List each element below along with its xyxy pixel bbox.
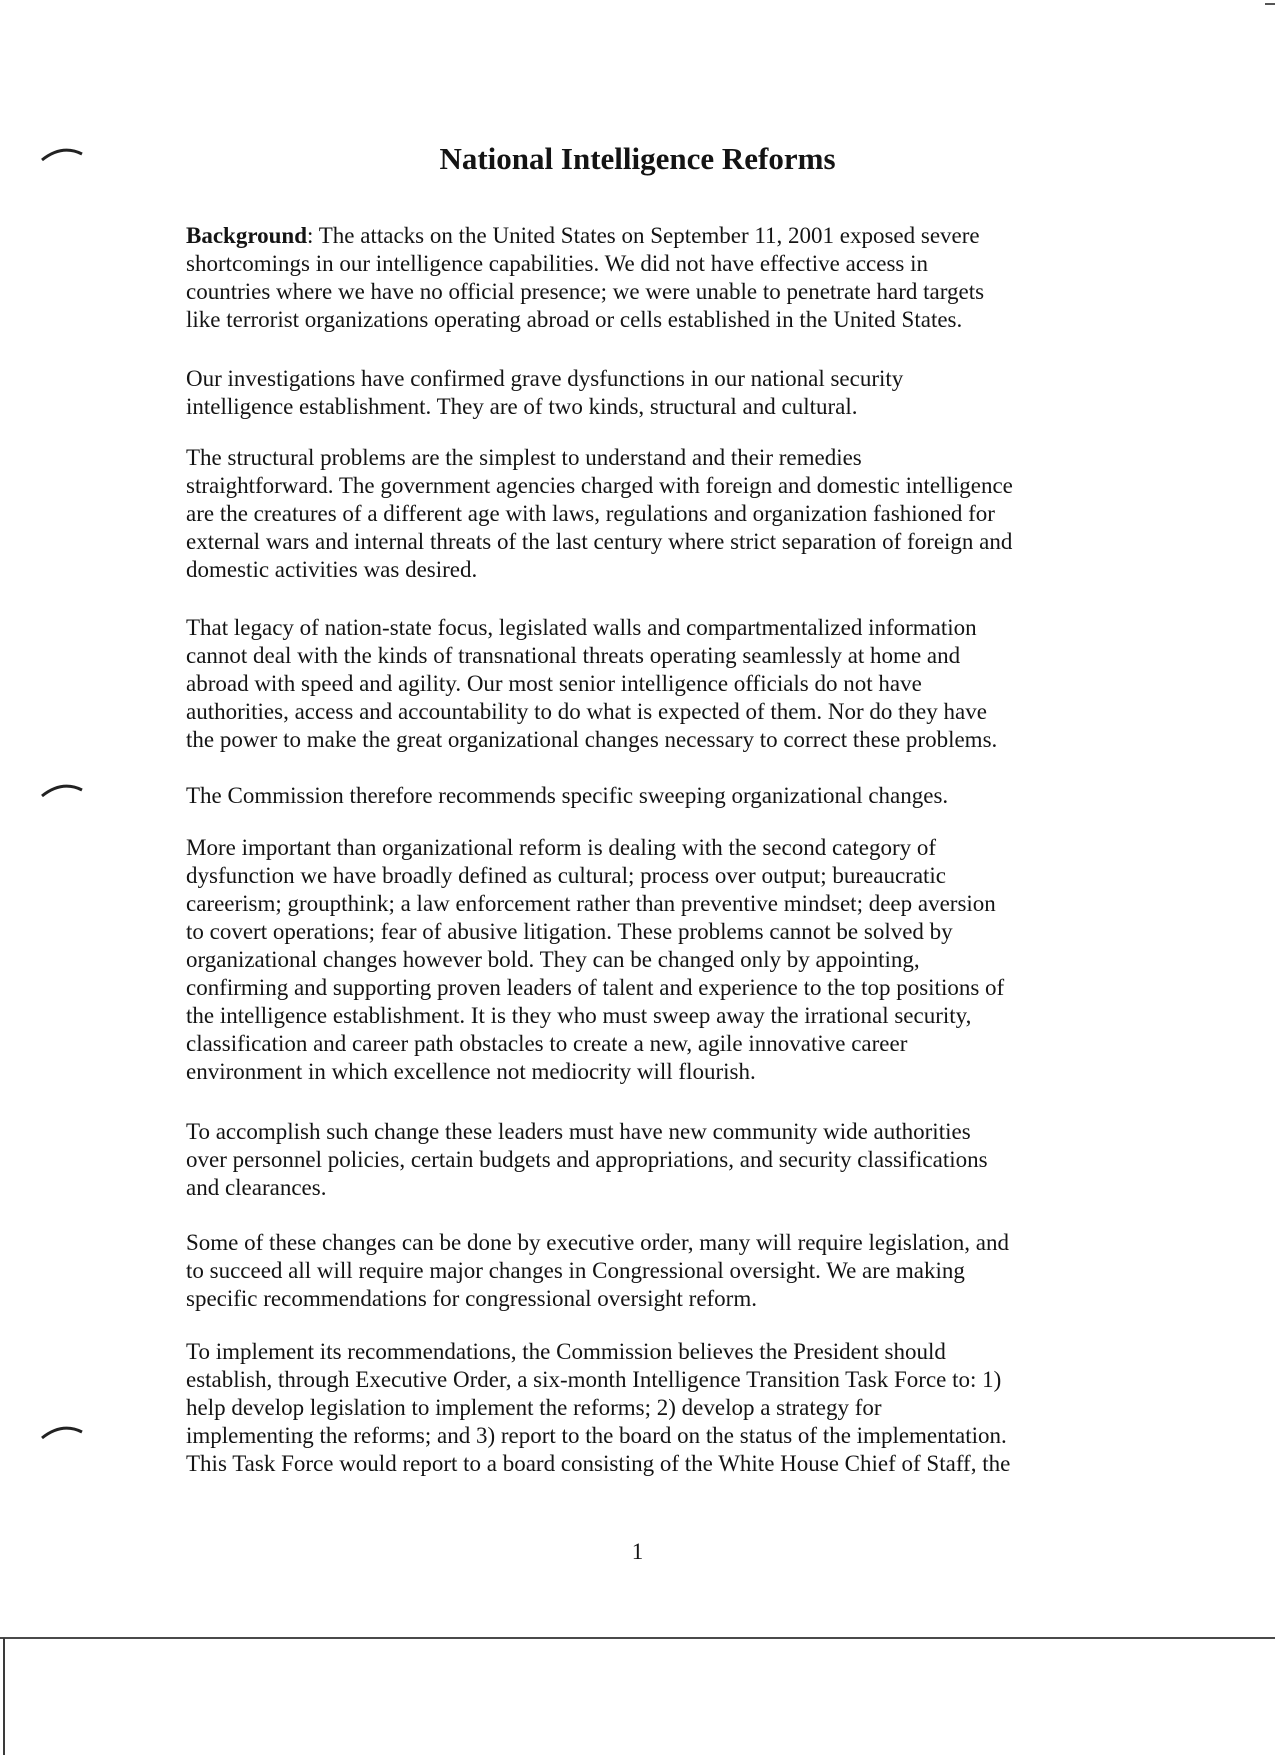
scan-corner-mark xyxy=(1265,3,1275,5)
paragraph: More important than organizational reform is dealing with the second category of dysfunction we have broadly defined as cultural; process over output; bureaucratic careerism; groupthink; a law enforcement rather than preventive mindset; deep aversion to covert operations; fear of abusive litigation. These problems cannot be solved by organizational changes however bold. They can be changed only by appointing, confirming and supporting proven leaders of talent and experience to the top positions of the intelligence establishment. It is they who must sweep away the irrational security, classification and career path obstacles to create a new, agile innovative career environment in which excellence not mediocrity will flourish. xyxy=(186,835,1005,1084)
paragraph: The Commission therefore recommends specific sweeping organizational changes. xyxy=(186,783,949,808)
paragraph: The structural problems are the simplest to understand and their remedies straightforward. The government agencies charged with foreign and domestic intelligence are the creatures of a different age with laws, regulations and organization fashioned for external wars and internal threats of the last century where strict separation of foreign and domestic activities was desired. xyxy=(186,445,1013,582)
background-label: Background xyxy=(186,223,308,248)
paragraph: Some of these changes can be done by executive order, many will require legislation, and to succeed all will require major changes in Congressional oversight. We are making specific recommendations for congressional oversight reform. xyxy=(186,1230,1009,1311)
paragraph: To accomplish such change these leaders must have new community wide authorities over personnel policies, certain budgets and appropriations, and security classifications and clearances. xyxy=(186,1119,988,1200)
paragraph: To implement its recommendations, the Commission believes the President should establish, through Executive Order, a six-month Intelligence Transition Task Force to: 1) help develop legislation to implement the reforms; 2) develop a strategy for implementing the reforms; and 3) report to the board on the status of the implementation. This Task Force would report to a board consisting of the White House Chief of Staff, the xyxy=(186,1339,1011,1476)
scan-edge-line xyxy=(0,1637,1275,1639)
paragraph: Our investigations have confirmed grave dysfunctions in our national security intelligence establishment. They are of two kinds, structural and cultural. xyxy=(186,366,904,419)
paragraph: That legacy of nation-state focus, legislated walls and compartmentalized information cannot deal with the kinds of transnational threats operating seamlessly at home and abroad with speed and agility. Our most senior intelligence officials do not have authorities, access and accountability to do what is expected of them. Nor do they have the power to make the great organizational changes necessary to correct these problems. xyxy=(186,615,998,752)
punch-mark-icon xyxy=(40,782,84,798)
page-number: 1 xyxy=(631,1539,644,1564)
scan-edge-border xyxy=(3,1638,5,1755)
punch-mark-icon xyxy=(40,1424,84,1440)
document-title: National Intelligence Reforms xyxy=(439,141,836,176)
background-text: : The attacks on the United States on September 11, 2001 exposed severe shortcomings in our intelligence capabilities. We did not have effective access in countries where we have no official presence; we were unable to penetrate hard targets like terrorist organizations operating abroad or cells established in the United States. xyxy=(186,223,985,332)
paragraph-background xyxy=(186,222,1096,334)
